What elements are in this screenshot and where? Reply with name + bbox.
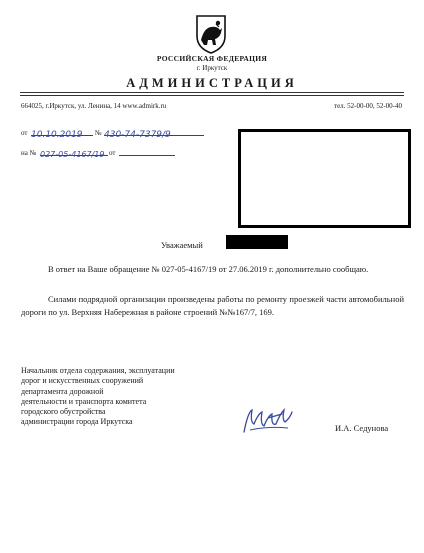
signatory-title-line: Начальник отдела содержания, эксплуатации [21, 366, 175, 375]
outgoing-number-sign: № [95, 129, 102, 137]
in-reply-number-handwritten: 027-05-4167/19 [40, 150, 105, 159]
header-divider-bottom [20, 95, 404, 96]
redacted-recipient-address [238, 129, 411, 228]
redacted-recipient-name [226, 235, 288, 249]
address-line: 664025, г.Иркутск, ул. Ленина, 14 www.admirk.ru [21, 102, 167, 110]
signatory-title-line: администрации города Иркутска [21, 417, 133, 427]
header-divider-top [20, 92, 404, 93]
signatory-title-line: дорог и искусственных сооружений [21, 376, 144, 386]
body-paragraph-2: Силами подрядной организации произведены работы по ремонту проезжей части автомобильной дороги по ул. Верхняя Набережная в районе строений №№167/7, 169. [21, 294, 404, 317]
phone-line: тел. 52-00-00, 52-00-40 [334, 102, 402, 110]
outgoing-number-handwritten: 430-74-7379/9 [104, 130, 171, 140]
outgoing-number-field [104, 124, 204, 140]
coat-of-arms-emblem [195, 14, 227, 54]
federation-heading: РОССИЙСКАЯ ФЕДЕРАЦИЯ [156, 54, 268, 63]
signatory-title-line: деятельности и транспорта комитета [21, 396, 147, 406]
from-date-handwritten: 10.10.2019 [31, 130, 83, 140]
in-reply-number-field [40, 144, 108, 159]
from-prefix: от [21, 129, 28, 137]
administration-title: АДМИНИСТРАЦИЯ [126, 76, 298, 90]
signatory-title-line: департамента дорожной [21, 386, 104, 396]
greeting: Уважаемый [161, 240, 203, 250]
signatory-name: И.А. Седунова [335, 423, 389, 433]
signatory-title-line: городского обустройства [21, 407, 106, 417]
city-subheading: г. Иркутск [196, 64, 228, 72]
in-reply-from-prefix: от [109, 149, 116, 157]
signatory-title [21, 366, 241, 428]
from-date-field [31, 124, 93, 140]
in-reply-date-field [119, 144, 175, 156]
handwritten-signature [238, 404, 300, 438]
body-paragraph-1: В ответ на Ваше обращение № 027-05-4167/19 от 27.06.2019 г. дополнительно сообщаю. [48, 264, 369, 274]
in-reply-prefix: на № [21, 149, 37, 157]
